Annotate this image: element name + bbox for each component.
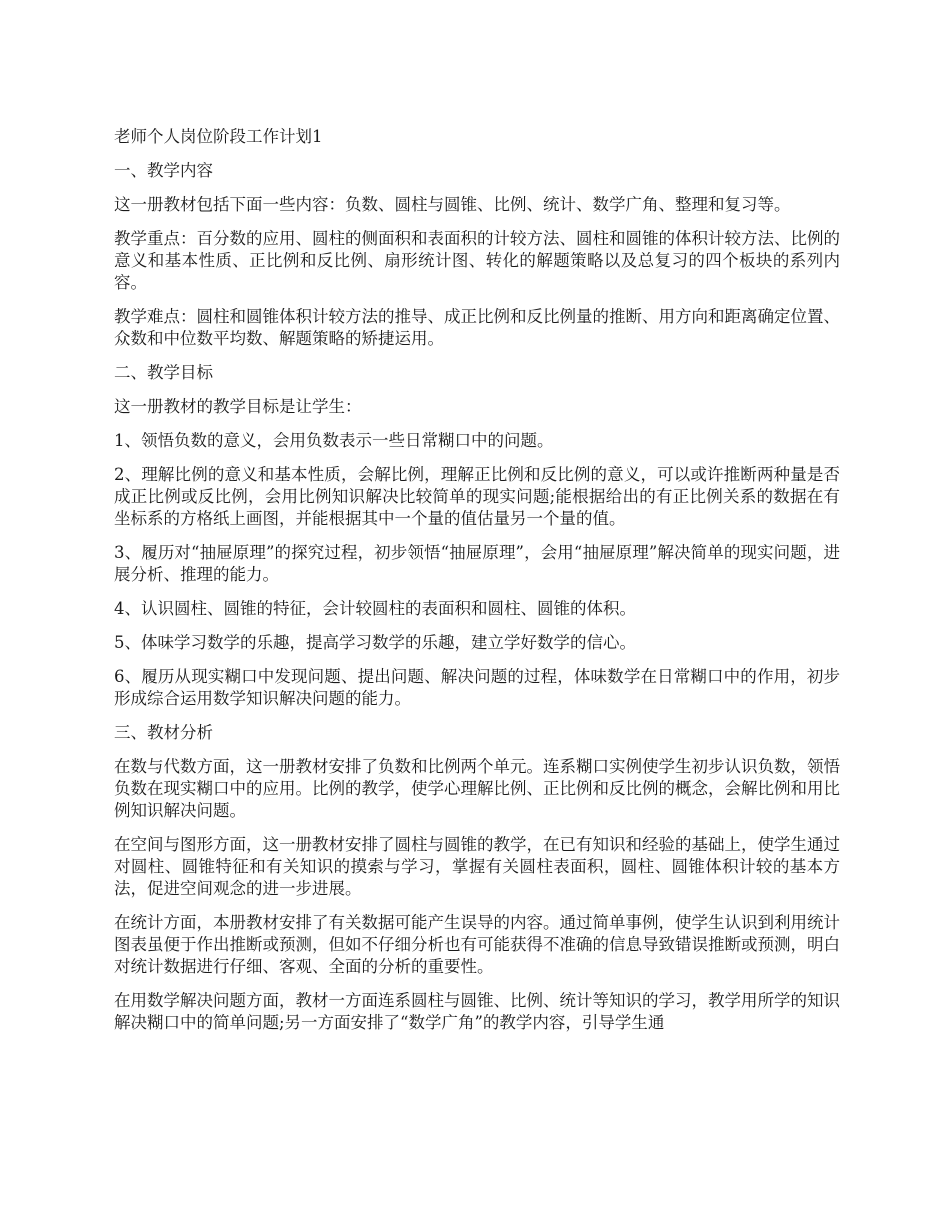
document-title: 老师个人岗位阶段工作计划1: [114, 127, 323, 146]
list-item: 4、认识圆柱、圆锥的特征，会计较圆柱的表面积和圆柱、圆锥的体积。: [114, 599, 636, 618]
document-page: [114, 126, 840, 1046]
paragraph: 教学重点：百分数的应用、圆柱的侧面积和表面积的计较方法、圆柱和圆锥的体积计较方法、比例的意义和基本性质、正比例和反比例、扇形统计图、转化的解题策略以及总复习的四个板块的系列内容。: [114, 229, 840, 292]
section-heading-content: 一、教学内容: [114, 161, 213, 180]
paragraph: 这一册教材的教学目标是让学生：: [114, 397, 362, 416]
list-item: 2、理解比例的意义和基本性质，会解比例，理解正比例和反比例的意义，可以或许推断两种量是否成正比例或反比例，会用比例知识解决比较简单的现实问题;能根据给出的有正比例关系的数据在有坐标系的方格纸上画图，并能根据其中一个量的值估量另一个量的值。: [114, 465, 840, 528]
list-item: 1、领悟负数的意义，会用负数表示一些日常糊口中的问题。: [114, 431, 554, 450]
list-item: 5、体味学习数学的乐趣，提高学习数学的乐趣，建立学好数学的信心。: [114, 633, 636, 652]
paragraph: 在数与代数方面，这一册教材安排了负数和比例两个单元。连系糊口实例使学生初步认识负数，领悟负数在现实糊口中的应用。比例的教学，使学心理解比例、正比例和反比例的概念，会解比例和用比例知识解决问题。: [114, 757, 840, 820]
list-item: 3、履历对“抽屉原理”的探究过程，初步领悟“抽屉原理”，会用“抽屉原理”解决简单的现实问题，进展分析、推理的能力。: [114, 543, 840, 584]
paragraph: 在用数学解决问题方面，教材一方面连系圆柱与圆锥、比例、统计等知识的学习，教学用所学的知识解决糊口中的简单问题;另一方面安排了“数学广角”的教学内容，引导学生通: [114, 991, 840, 1032]
section-heading-goals: 二、教学目标: [114, 363, 213, 382]
paragraph: 教学难点：圆柱和圆锥体积计较方法的推导、成正比例和反比例量的推断、用方向和距离确定位置、众数和中位数平均数、解题策略的矫捷运用。: [114, 307, 840, 348]
paragraph: 在空间与图形方面，这一册教材安排了圆柱与圆锥的教学，在已有知识和经验的基础上，使学生通过对圆柱、圆锥特征和有关知识的摸索与学习，掌握有关圆柱表面积，圆柱、圆锥体积计较的基本方法，促进空间观念的进一步进展。: [114, 835, 840, 898]
list-item: 6、履历从现实糊口中发现问题、提出问题、解决问题的过程，体味数学在日常糊口中的作用，初步形成综合运用数学知识解决问题的能力。: [114, 667, 840, 708]
paragraph: 在统计方面，本册教材安排了有关数据可能产生误导的内容。通过简单事例，使学生认识到利用统计图表虽便于作出推断或预测，但如不仔细分析也有可能获得不准确的信息导致错误推断或预测，明白对统计数据进行仔细、客观、全面的分析的重要性。: [114, 913, 840, 976]
section-heading-analysis: 三、教材分析: [114, 723, 213, 742]
paragraph: 这一册教材包括下面一些内容：负数、圆柱与圆锥、比例、统计、数学广角、整理和复习等。: [114, 195, 791, 214]
